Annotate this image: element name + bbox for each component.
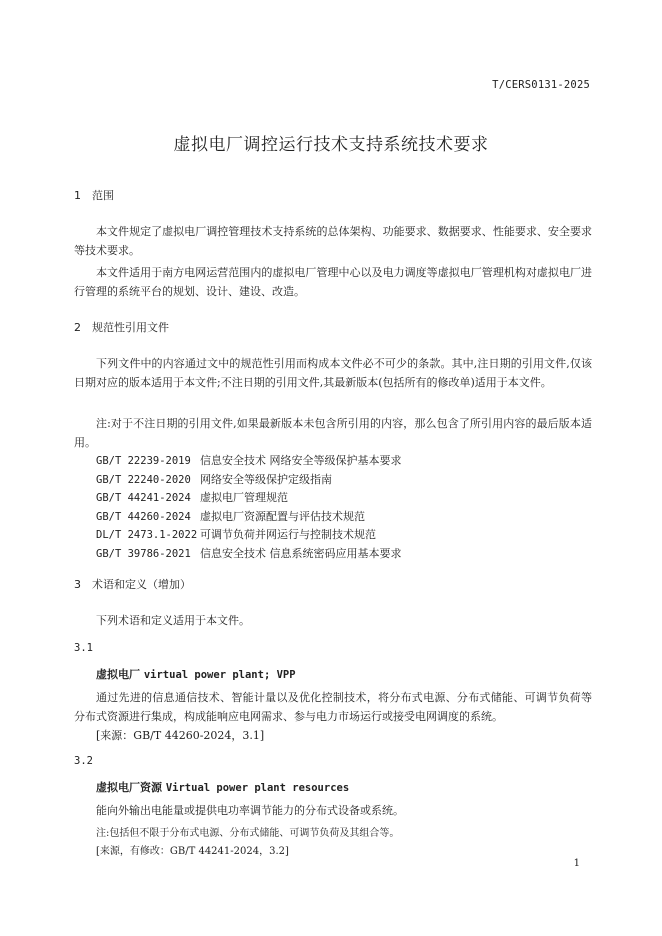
term-note: 注:包括但不限于分布式电源、分布式储能、可调节负荷及其组合等。 (96, 828, 400, 839)
section-number: 3 (74, 578, 81, 591)
term-number: 3.1 (74, 642, 93, 654)
term-source: [来源，有修改：GB/T 44241-2024，3.2] (96, 846, 289, 857)
section-1-heading (74, 187, 114, 203)
reference-code: GB/T 39786-2021 (96, 547, 191, 560)
term-definition: 通过先进的信息通信技术、智能计量以及优化控制技术，将分布式电源、分布式储能、可调节负荷等 分布式资源进行集成，构成能响应电网需求、参与电力市场运行或接受电网调度的系统。 (74, 691, 592, 723)
section-2-paragraph-1: 下列文件中的内容通过文中的规范性引用而构成本文件必不可少的条款。其中,注日期的引用文件,仅该日期对应的版本适用于本文件;不注日期的引用文件,其最新版本(包括所有的修改单)适用于本文件。 (74, 357, 592, 389)
reference-code: GB/T 22240-2020 (96, 473, 191, 486)
term-english: Virtual power plant resources (165, 782, 350, 794)
reference-title: 可调节负荷并网运行与控制技术规范 (200, 528, 376, 542)
normative-references-list (96, 452, 402, 564)
section-number: 1 (74, 189, 81, 202)
term-chinese: 虚拟电厂资源 (96, 781, 162, 794)
section-1-paragraph-2: 本文件适用于南方电网运营范围内的虚拟电厂管理中心以及电力调度等虚拟电厂管理机构对虚拟电厂进行管理的系统平台的规划、设计、建设、改造。 (74, 266, 592, 298)
reference-code: GB/T 44260-2024 (96, 510, 191, 523)
reference-item (96, 489, 402, 508)
section-3-paragraph-1: 下列术语和定义适用于本文件。 (96, 614, 250, 627)
reference-item (96, 452, 402, 471)
section-title: 范围 (92, 189, 114, 202)
reference-title: 信息安全技术 信息系统密码应用基本要求 (200, 546, 402, 560)
reference-title: 虚拟电厂资源配置与评估技术规范 (200, 509, 365, 523)
term-heading (96, 666, 296, 682)
reference-code: DL/T 2473.1-2022 (96, 529, 198, 542)
reference-code: GB/T 44241-2024 (96, 492, 191, 505)
reference-code: GB/T 22239-2019 (96, 455, 191, 467)
document-code: T/CERS0131-2025 (492, 79, 590, 91)
term-chinese: 虚拟电厂 (96, 668, 140, 681)
reference-title: 信息安全技术 网络安全等级保护基本要求 (200, 454, 402, 467)
term-number: 3.2 (74, 755, 93, 767)
reference-item (96, 471, 402, 490)
page-title: 虚拟电厂调控运行技术支持系统技术要求 (173, 135, 489, 155)
section-1-paragraph-1: 本文件规定了虚拟电厂调控管理技术支持系统的总体架构、功能要求、数据要求、性能要求、安全要求等技术要求。 (74, 225, 592, 257)
section-title: 术语和定义（增加） (92, 578, 191, 591)
reference-item (96, 508, 402, 527)
section-3-heading (74, 576, 191, 592)
section-2-heading (74, 319, 169, 335)
reference-item (96, 545, 402, 564)
term-source: [来源：GB/T 44260-2024，3.1] (96, 729, 265, 742)
section-number: 2 (74, 321, 81, 334)
page-number: 1 (573, 858, 580, 869)
term-english: virtual power plant; VPP (143, 669, 296, 681)
term-definition: 能向外输出电能量或提供电功率调节能力的分布式设备或系统。 (96, 804, 404, 817)
term-heading (96, 779, 349, 795)
reference-title: 虚拟电厂管理规范 (200, 491, 288, 505)
reference-title: 网络安全等级保护定级指南 (200, 472, 332, 486)
reference-item (96, 526, 402, 545)
section-2-note: 注:对于不注日期的引用文件,如果最新版本未包含所引用的内容，那么包含了所引用内容的最后版本适用。 (74, 417, 592, 449)
section-title: 规范性引用文件 (92, 321, 169, 334)
